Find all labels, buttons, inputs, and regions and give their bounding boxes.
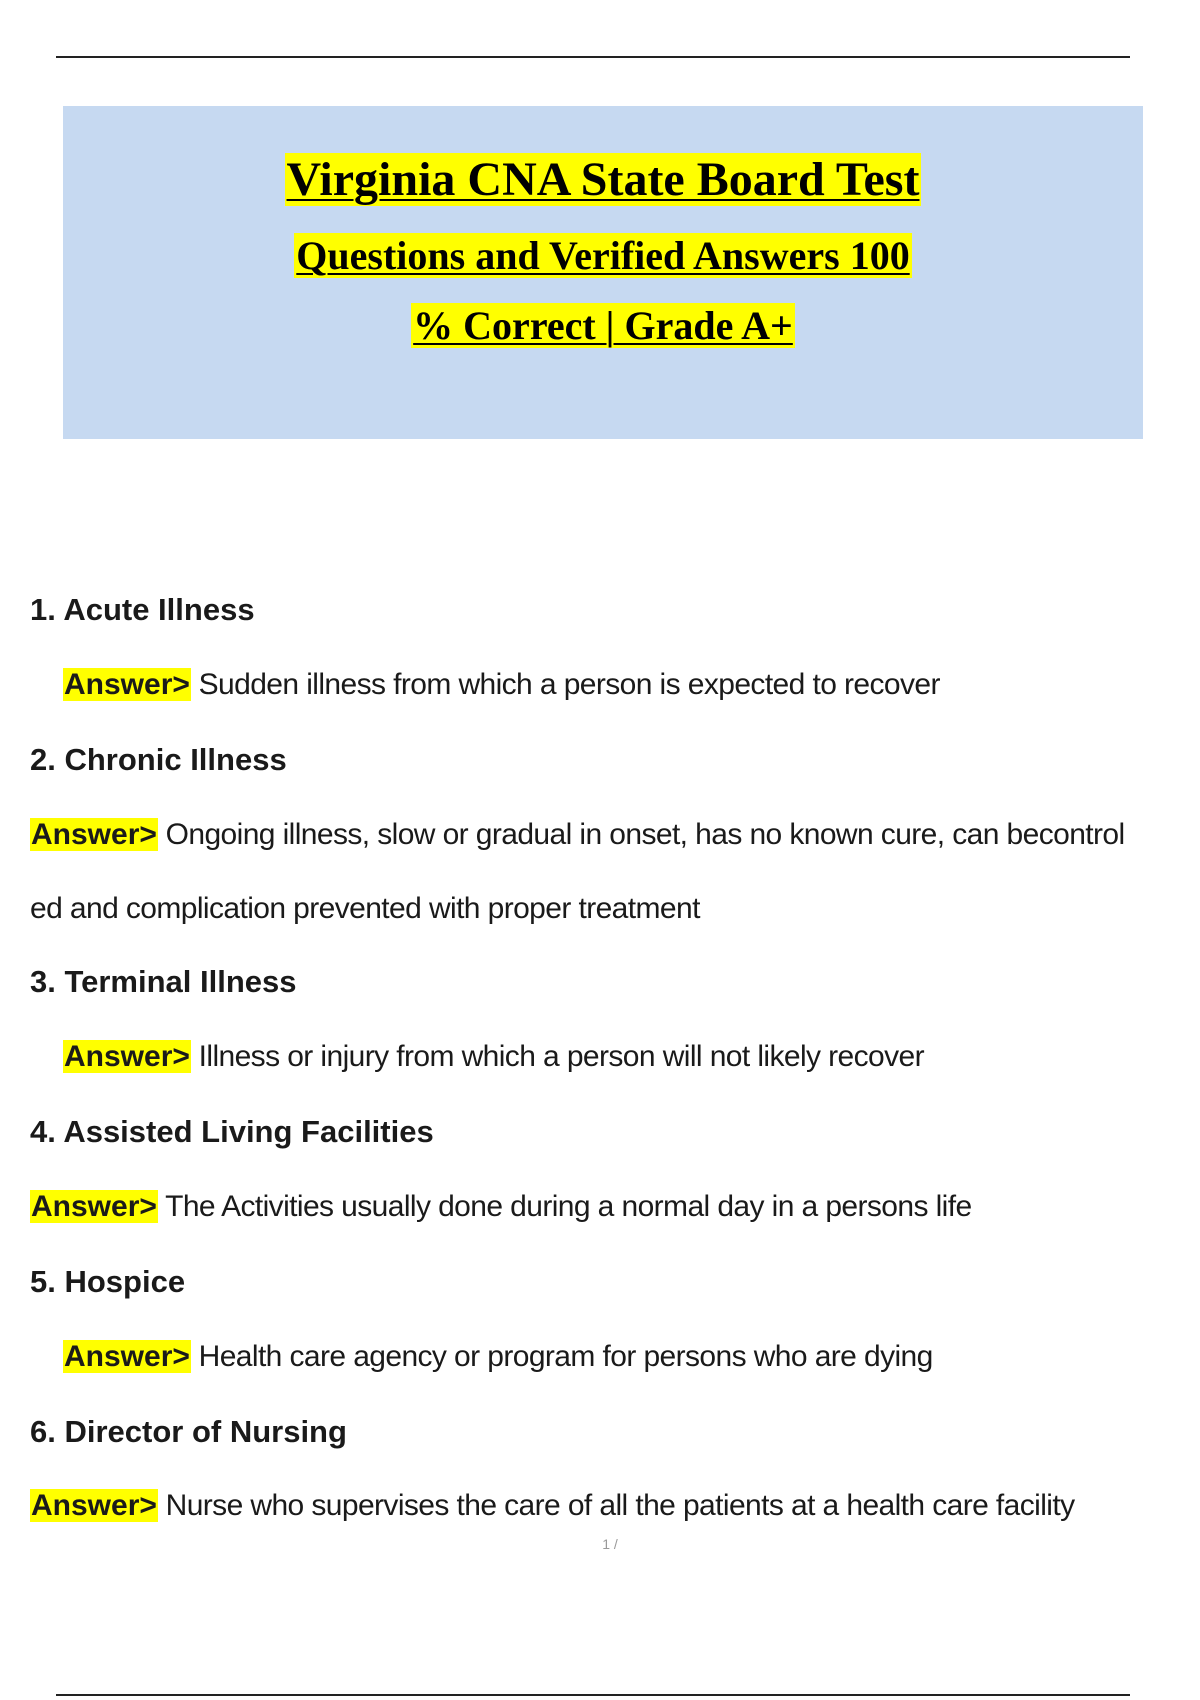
answer-label: Answer> <box>64 1340 190 1373</box>
answer-label: Answer> <box>31 1190 157 1223</box>
answer-label: Answer> <box>31 818 157 851</box>
answer-text: Sudden illness from which a person is expected to recover <box>198 668 940 701</box>
title-box <box>63 106 1143 439</box>
answer-4 <box>30 1187 972 1227</box>
question-5: 5. Hospice <box>30 1264 186 1299</box>
question-3: 3. Terminal Illness <box>30 964 297 999</box>
answer-2 <box>30 815 1125 855</box>
bottom-rule <box>56 1694 1130 1696</box>
answer-text: Ongoing illness, slow or gradual in onset, has no known cure, can becontrol <box>165 818 1125 851</box>
answer-6 <box>30 1486 1074 1526</box>
page-indicator: 1 / <box>602 1536 618 1552</box>
answer-3 <box>63 1037 924 1077</box>
answer-text: Nurse who supervises the care of all the patients at a health care facility <box>165 1489 1075 1522</box>
document-subtitle-line-2: % Correct | Grade A+ <box>413 303 793 348</box>
document-title: Virginia CNA State Board Test <box>286 153 920 206</box>
answer-label: Answer> <box>64 1040 190 1073</box>
top-rule <box>56 56 1130 58</box>
question-2: 2. Chronic Illness <box>30 742 287 777</box>
answer-text: Illness or injury from which a person will not likely recover <box>198 1040 924 1073</box>
question-4: 4. Assisted Living Facilities <box>30 1114 434 1149</box>
question-1: 1. Acute Illness <box>30 592 255 627</box>
document-subtitle-line-1: Questions and Verified Answers 100 <box>296 233 910 278</box>
answer-2-continuation: ed and complication prevented with proper treatment <box>30 892 700 925</box>
answer-label: Answer> <box>31 1489 157 1522</box>
answer-label: Answer> <box>64 668 190 701</box>
answer-1 <box>63 665 940 705</box>
answer-5 <box>63 1337 933 1377</box>
answer-text: Health care agency or program for persons who are dying <box>198 1340 933 1373</box>
question-6: 6. Director of Nursing <box>30 1414 347 1449</box>
answer-text: The Activities usually done during a normal day in a persons life <box>165 1190 972 1223</box>
